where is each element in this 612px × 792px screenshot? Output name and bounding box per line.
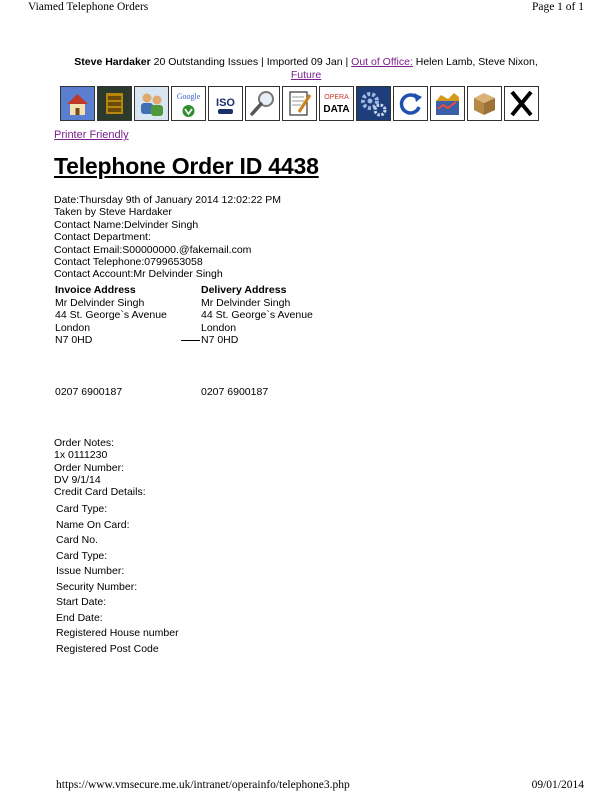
opera-data-icon [320, 87, 353, 120]
taken-by: Taken by Steve Hardaker [54, 206, 172, 219]
settings-icon [357, 87, 390, 120]
print-header [28, 1, 584, 13]
contact-name: Contact Name:Delvinder Singh [54, 218, 199, 231]
invoice-phone: 0207 6900187 [55, 386, 123, 398]
order-notes-value: 1x 0111230 [54, 449, 108, 462]
refresh-icon [394, 87, 427, 120]
card-field: Start Date: [56, 596, 107, 608]
delivery-phone: 0207 6900187 [201, 386, 269, 398]
furniture-icon [98, 87, 131, 120]
contact-email: Contact Email:S00000000.@fakemail.com [54, 243, 252, 256]
invoice-street: 44 St. George`s Avenue [55, 309, 167, 322]
users-icon [135, 87, 168, 120]
contact-telephone: Contact Telephone:0799653058 [54, 256, 203, 269]
order-date: Date:Thursday 9th of January 2014 12:02:22 PM [54, 194, 282, 206]
print-header-title: Viamed Telephone Orders [28, 1, 149, 13]
invoice-address-heading: Invoice Address [55, 284, 136, 296]
refresh-button[interactable] [393, 86, 428, 121]
search-button[interactable] [245, 86, 280, 121]
google-icon [172, 87, 205, 120]
card-field: Security Number: [56, 580, 138, 593]
future-link[interactable]: Future [290, 69, 322, 81]
package-icon [468, 87, 501, 120]
invoice-address [55, 284, 205, 347]
print-footer-url: https://www.vmsecure.me.uk/intranet/operainfo/telephone3.php [56, 779, 350, 791]
inventory-button[interactable] [430, 86, 465, 121]
close-icon [505, 87, 538, 120]
delivery-address [201, 284, 351, 347]
delivery-street: 44 St. George`s Avenue [201, 309, 313, 322]
settings-button[interactable] [356, 86, 391, 121]
toolbar [60, 86, 539, 121]
order-notes [54, 437, 146, 498]
furniture-button[interactable] [97, 86, 132, 121]
card-field: Registered Post Code [56, 642, 159, 655]
card-field: Name On Card: [56, 518, 130, 531]
print-header-page: Page 1 of 1 [531, 1, 584, 13]
card-field: Registered House number [56, 627, 179, 639]
search-icon [246, 87, 279, 120]
card-field: Issue Number: [56, 565, 125, 577]
contact-info [54, 194, 281, 281]
home-icon [61, 87, 94, 120]
status-bar [50, 56, 562, 82]
home-button[interactable] [60, 86, 95, 121]
iso-label: ISO [216, 97, 235, 109]
card-field: End Date: [56, 611, 103, 624]
opera-label: OPERA [324, 94, 349, 101]
credit-card-label: Credit Card Details: [54, 486, 146, 499]
invoice-city: London [55, 321, 91, 334]
package-button[interactable] [467, 86, 502, 121]
users-button[interactable] [134, 86, 169, 121]
edit-document-button[interactable] [282, 86, 317, 121]
delivery-postcode: N7 0HD [201, 334, 239, 347]
printer-friendly-link[interactable]: Printer Friendly [54, 129, 129, 141]
card-field: Card Type: [56, 549, 108, 562]
current-user: Steve Hardaker [74, 56, 151, 68]
print-footer-date: 09/01/2014 [531, 779, 584, 791]
inventory-icon [431, 87, 464, 120]
google-button[interactable] [171, 86, 206, 121]
invoice-name: Mr Delvinder Singh [55, 296, 145, 309]
close-button[interactable] [504, 86, 539, 121]
google-label: Google [176, 92, 201, 101]
credit-card-details [56, 502, 179, 657]
delivery-city: London [201, 321, 237, 334]
delivery-address-heading: Delivery Address [201, 284, 287, 296]
out-of-office-link[interactable]: Out of Office: [351, 56, 413, 68]
invoice-postcode: N7 0HD [55, 334, 93, 347]
data-label: DATA [323, 104, 350, 115]
status-summary: 20 Outstanding Issues | Imported 09 Jan | [153, 56, 349, 68]
card-field: Card No. [56, 534, 99, 546]
delivery-name: Mr Delvinder Singh [201, 296, 291, 309]
opera-data-button[interactable] [319, 86, 354, 121]
order-number-label: Order Number: [54, 461, 125, 474]
order-notes-label: Order Notes: [54, 437, 115, 449]
order-number-value: DV 9/1/14 [54, 473, 101, 486]
iso-icon [209, 87, 242, 120]
edit-document-icon [283, 87, 316, 120]
out-of-office-names: Helen Lamb, Steve Nixon, [415, 56, 538, 68]
contact-account: Contact Account:Mr Delvinder Singh [54, 268, 223, 281]
address-divider [181, 340, 200, 341]
contact-department: Contact Department: [54, 231, 151, 244]
card-field: Card Type: [56, 503, 108, 515]
iso-button[interactable] [208, 86, 243, 121]
page-title: Telephone Order ID 4438 [54, 153, 319, 179]
print-footer [56, 779, 584, 791]
